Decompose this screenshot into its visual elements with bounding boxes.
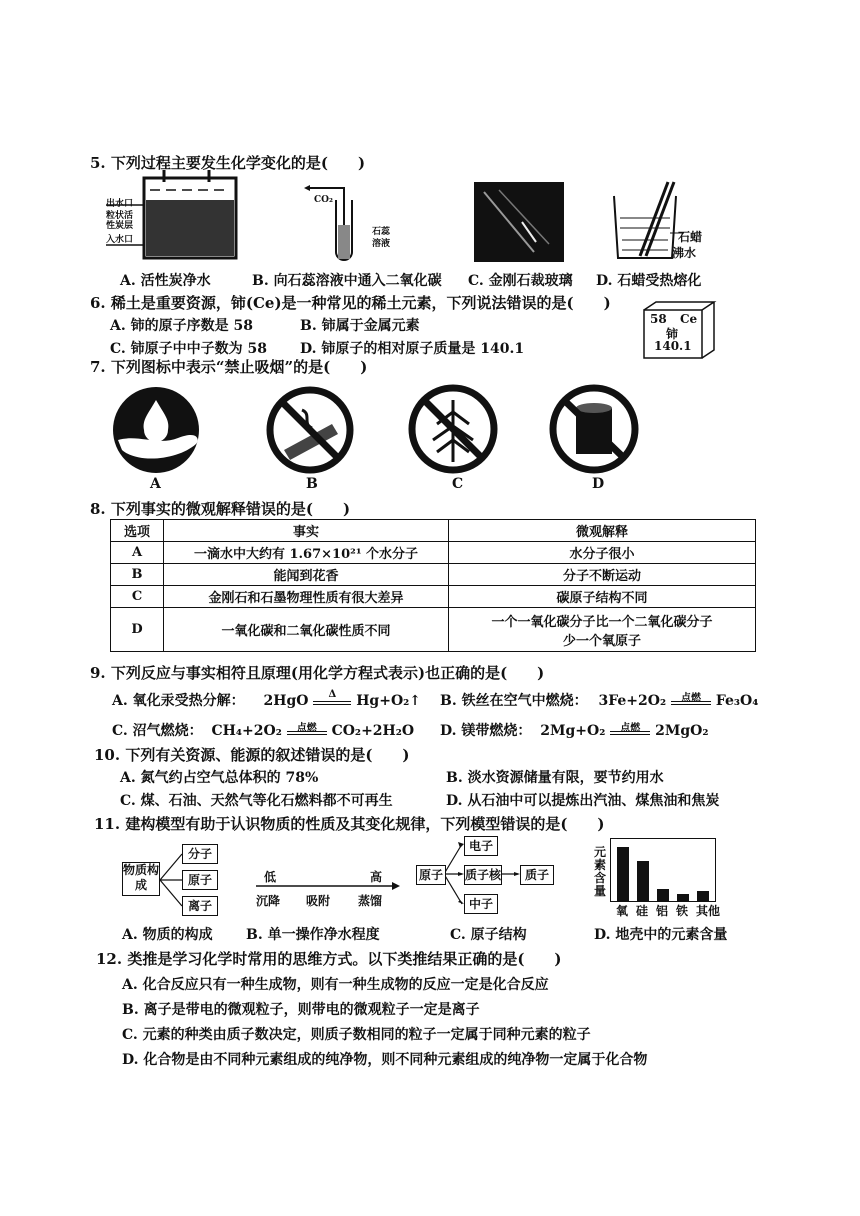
model-d-bar-oxygen: [617, 847, 629, 901]
model-c-atom: 原子: [416, 865, 446, 885]
q10-option-b: B. 淡水资源储量有限，要节约用水: [446, 770, 664, 786]
q5-fig4-label-paraffin: 石蜡: [678, 230, 703, 244]
q9-d-condition: 点燃: [620, 723, 641, 734]
model-d-bar-iron: [677, 894, 689, 901]
q9-d-label: D. 镁带燃烧：: [440, 723, 532, 739]
q9-a-products: Hg+O₂↑: [356, 693, 422, 709]
q12-option-c: C. 元素的种类由质子数决定，则质子数相同的粒子一定属于同种元素的粒子: [122, 1027, 591, 1043]
q9-c-reactants: CH₄+2O₂: [211, 723, 282, 739]
element-name: 铈: [666, 327, 679, 341]
table-row: [111, 564, 756, 586]
table-row: [111, 608, 756, 652]
model-d-label-other: 其他: [696, 904, 721, 918]
row-a-explanation: 水分子很小: [449, 542, 756, 564]
q5-fig4-label-water: 沸水: [672, 246, 697, 260]
row-d-option: D: [111, 608, 164, 652]
q9-a-arrow: [313, 689, 351, 705]
q9-b-label: B. 铁丝在空气中燃烧：: [440, 693, 588, 709]
model-c-proton: 质子: [520, 865, 554, 885]
q10-stem: 10. 下列有关资源、能源的叙述错误的是( ): [94, 746, 410, 764]
q7-stem: 7. 下列图标中表示“禁止吸烟”的是( ): [90, 358, 368, 376]
model-a-molecule: 分子: [182, 844, 218, 864]
q9-c-arrow: [287, 723, 327, 735]
q6-option-c: C. 铈原子中中子数为 58: [110, 341, 268, 357]
row-b-fact: 能闻到花香: [164, 564, 449, 586]
q6-option-b: B. 铈属于金属元素: [300, 318, 420, 334]
model-d-bar-aluminum: [657, 889, 669, 901]
model-b-high: 高: [370, 870, 383, 884]
model-d-bar-silicon: [637, 861, 649, 901]
header-explanation: 微观解释: [449, 520, 756, 542]
q7-icon-b-no-smoking: [262, 384, 358, 476]
row-a-fact: 一滴水中大约有 1.67×10²¹ 个水分子: [164, 542, 449, 564]
q9-b-arrow: [671, 693, 711, 705]
model-a-ion: 离子: [182, 896, 218, 916]
model-c-electron: 电子: [464, 836, 498, 856]
q9-a-label: A. 氧化汞受热分解：: [112, 693, 245, 709]
q12-option-d: D. 化合物是由不同种元素组成的纯净物，则不同种元素组成的纯净物一定属于化合物: [122, 1052, 648, 1068]
model-d-label-iron: 铁: [676, 904, 689, 918]
q5-option-c: C. 金刚石裁玻璃: [468, 273, 573, 289]
model-d-label-silicon: 硅: [636, 904, 649, 918]
q9-c-products: CO₂+2H₂O: [331, 723, 415, 739]
q9-d-reactants: 2Mg+O₂: [540, 723, 606, 739]
q5-fig2-label-litmus1: 石蕊: [372, 227, 391, 237]
model-b-step-adsorb: 吸附: [306, 894, 331, 908]
q5-figure-co2-litmus: [300, 180, 390, 265]
model-b-step-settle: 沉降: [256, 894, 281, 908]
header-option: 选项: [111, 520, 164, 542]
q11-caption-d: D. 地壳中的元素含量: [594, 927, 728, 943]
q8-stem: 8. 下列事实的微观解释错误的是( ): [90, 500, 351, 518]
model-b-low: 低: [264, 870, 277, 884]
row-d-explanation: [449, 608, 756, 652]
q10-option-d: D. 从石油中可以提炼出汽油、煤焦油和焦炭: [446, 793, 720, 809]
q9-option-d: [440, 720, 708, 740]
row-c-option: C: [111, 586, 164, 608]
q6-element-cell: [640, 300, 720, 360]
row-a-option: A: [111, 542, 164, 564]
q5-option-d: D. 石蜡受热熔化: [596, 273, 702, 289]
q8-facts-table: [110, 519, 756, 652]
table-header-row: [111, 520, 756, 542]
q5-stem: 5. 下列过程主要发生化学变化的是( ): [90, 154, 366, 172]
q5-fig1-label-outlet: 出水口: [106, 199, 134, 209]
row-c-fact: 金刚石和石墨物理性质有很大差异: [164, 586, 449, 608]
q6-option-d: D. 铈原子的相对原子质量是 140.1: [300, 341, 525, 357]
q5-fig1-label-inlet: 入水口: [106, 235, 134, 245]
q11-model-c: [414, 832, 564, 918]
row-b-option: B: [111, 564, 164, 586]
q5-figure-diamond-photo: [474, 182, 564, 262]
q5-figure-paraffin-beaker: [610, 178, 720, 268]
q9-option-c: [112, 720, 414, 740]
model-d-bar-other: [697, 891, 709, 901]
model-c-neutron: 中子: [464, 894, 498, 914]
q7-label-a: A: [150, 476, 161, 492]
q9-c-label: C. 沼气燃烧：: [112, 723, 203, 739]
q7-label-c: C: [452, 476, 464, 492]
q7-icon-d-no-barrel: [546, 382, 642, 476]
q11-caption-b: B. 单一操作净水程度: [246, 927, 380, 943]
q9-b-products: Fe₃O₄: [715, 693, 759, 709]
q9-a-reactants: 2HgO: [263, 693, 309, 709]
q6-stem: 6. 稀土是重要资源，铈(Ce)是一种常见的稀土元素，下列说法错误的是( ): [90, 294, 611, 312]
model-a-atom: 原子: [182, 870, 218, 890]
q12-option-b: B. 离子是带电的微观粒子，则带电的微观粒子一定是离子: [122, 1002, 480, 1018]
q5-fig2-label-co2: CO₂: [314, 195, 333, 205]
element-symbol: Ce: [680, 312, 698, 326]
q5-option-b: B. 向石蕊溶液中通入二氧化碳: [252, 273, 442, 289]
q9-b-condition: 点燃: [680, 693, 701, 704]
q9-d-arrow: [610, 723, 650, 735]
q5-option-a: A. 活性炭净水: [120, 273, 211, 289]
q12-stem: 12. 类推是学习化学时常用的思维方式。以下类推结果正确的是( ): [96, 950, 562, 968]
q11-model-b: [252, 864, 402, 914]
q7-label-d: D: [592, 476, 605, 492]
q5-fig2-label-litmus2: 溶液: [372, 239, 391, 249]
row-d-fact: 一氧化碳和二氧化碳性质不同: [164, 608, 449, 652]
q7-label-b: B: [306, 476, 318, 492]
model-d-ylabel: 元素含量: [594, 845, 607, 898]
model-a-root: 物质构成: [122, 862, 160, 896]
table-row: [111, 542, 756, 564]
q6-option-a: A. 铈的原子序数是 58: [110, 318, 253, 334]
q11-caption-a: A. 物质的构成: [122, 927, 213, 943]
q9-option-b: [440, 690, 758, 710]
q9-c-condition: 点燃: [296, 723, 317, 734]
q11-caption-c: C. 原子结构: [450, 927, 527, 943]
header-fact: 事实: [164, 520, 449, 542]
model-d-frame: [610, 838, 716, 902]
model-b-step-distill: 蒸馏: [358, 894, 383, 908]
q9-option-a: [112, 690, 421, 710]
q10-option-c: C. 煤、石油、天然气等化石燃料都不可再生: [120, 793, 393, 809]
q12-option-a: A. 化合反应只有一种生成物，则有一种生成物的反应一定是化合反应: [122, 977, 549, 993]
q9-a-condition: Δ: [328, 689, 337, 700]
element-number: 58: [650, 312, 667, 326]
row-d-explanation-line2: 少一个氧原子: [562, 633, 641, 649]
row-c-explanation: 碳原子结构不同: [449, 586, 756, 608]
q11-model-d: [592, 836, 732, 926]
model-d-label-oxygen: 氧: [616, 904, 629, 918]
q9-b-reactants: 3Fe+2O₂: [598, 693, 667, 709]
model-d-label-aluminum: 铝: [656, 904, 669, 918]
q9-stem: 9. 下列反应与事实相符且原理(用化学方程式表示)也正确的是( ): [90, 664, 545, 682]
table-row: [111, 586, 756, 608]
q11-stem: 11. 建构模型有助于认识物质的性质及其变化规律，下列模型错误的是( ): [94, 815, 605, 833]
row-d-explanation-line1: 一个一氧化碳分子比一个二氧化碳分子: [491, 614, 713, 630]
q7-icon-c-no-tree: [406, 382, 500, 476]
q5-fig1-label-carbon2: 性炭层: [106, 221, 134, 231]
q10-option-a: A. 氮气约占空气总体积的 78%: [120, 770, 319, 786]
q5-fig1-label-carbon1: 粒状活: [106, 211, 134, 221]
q9-d-products: 2MgO₂: [655, 723, 709, 739]
row-b-explanation: 分子不断运动: [449, 564, 756, 586]
element-mass: 140.1: [654, 339, 692, 353]
model-c-nucleus: 质子核: [464, 865, 502, 885]
q7-icon-a-water-saving: [108, 384, 208, 476]
q11-model-a: [120, 838, 230, 918]
